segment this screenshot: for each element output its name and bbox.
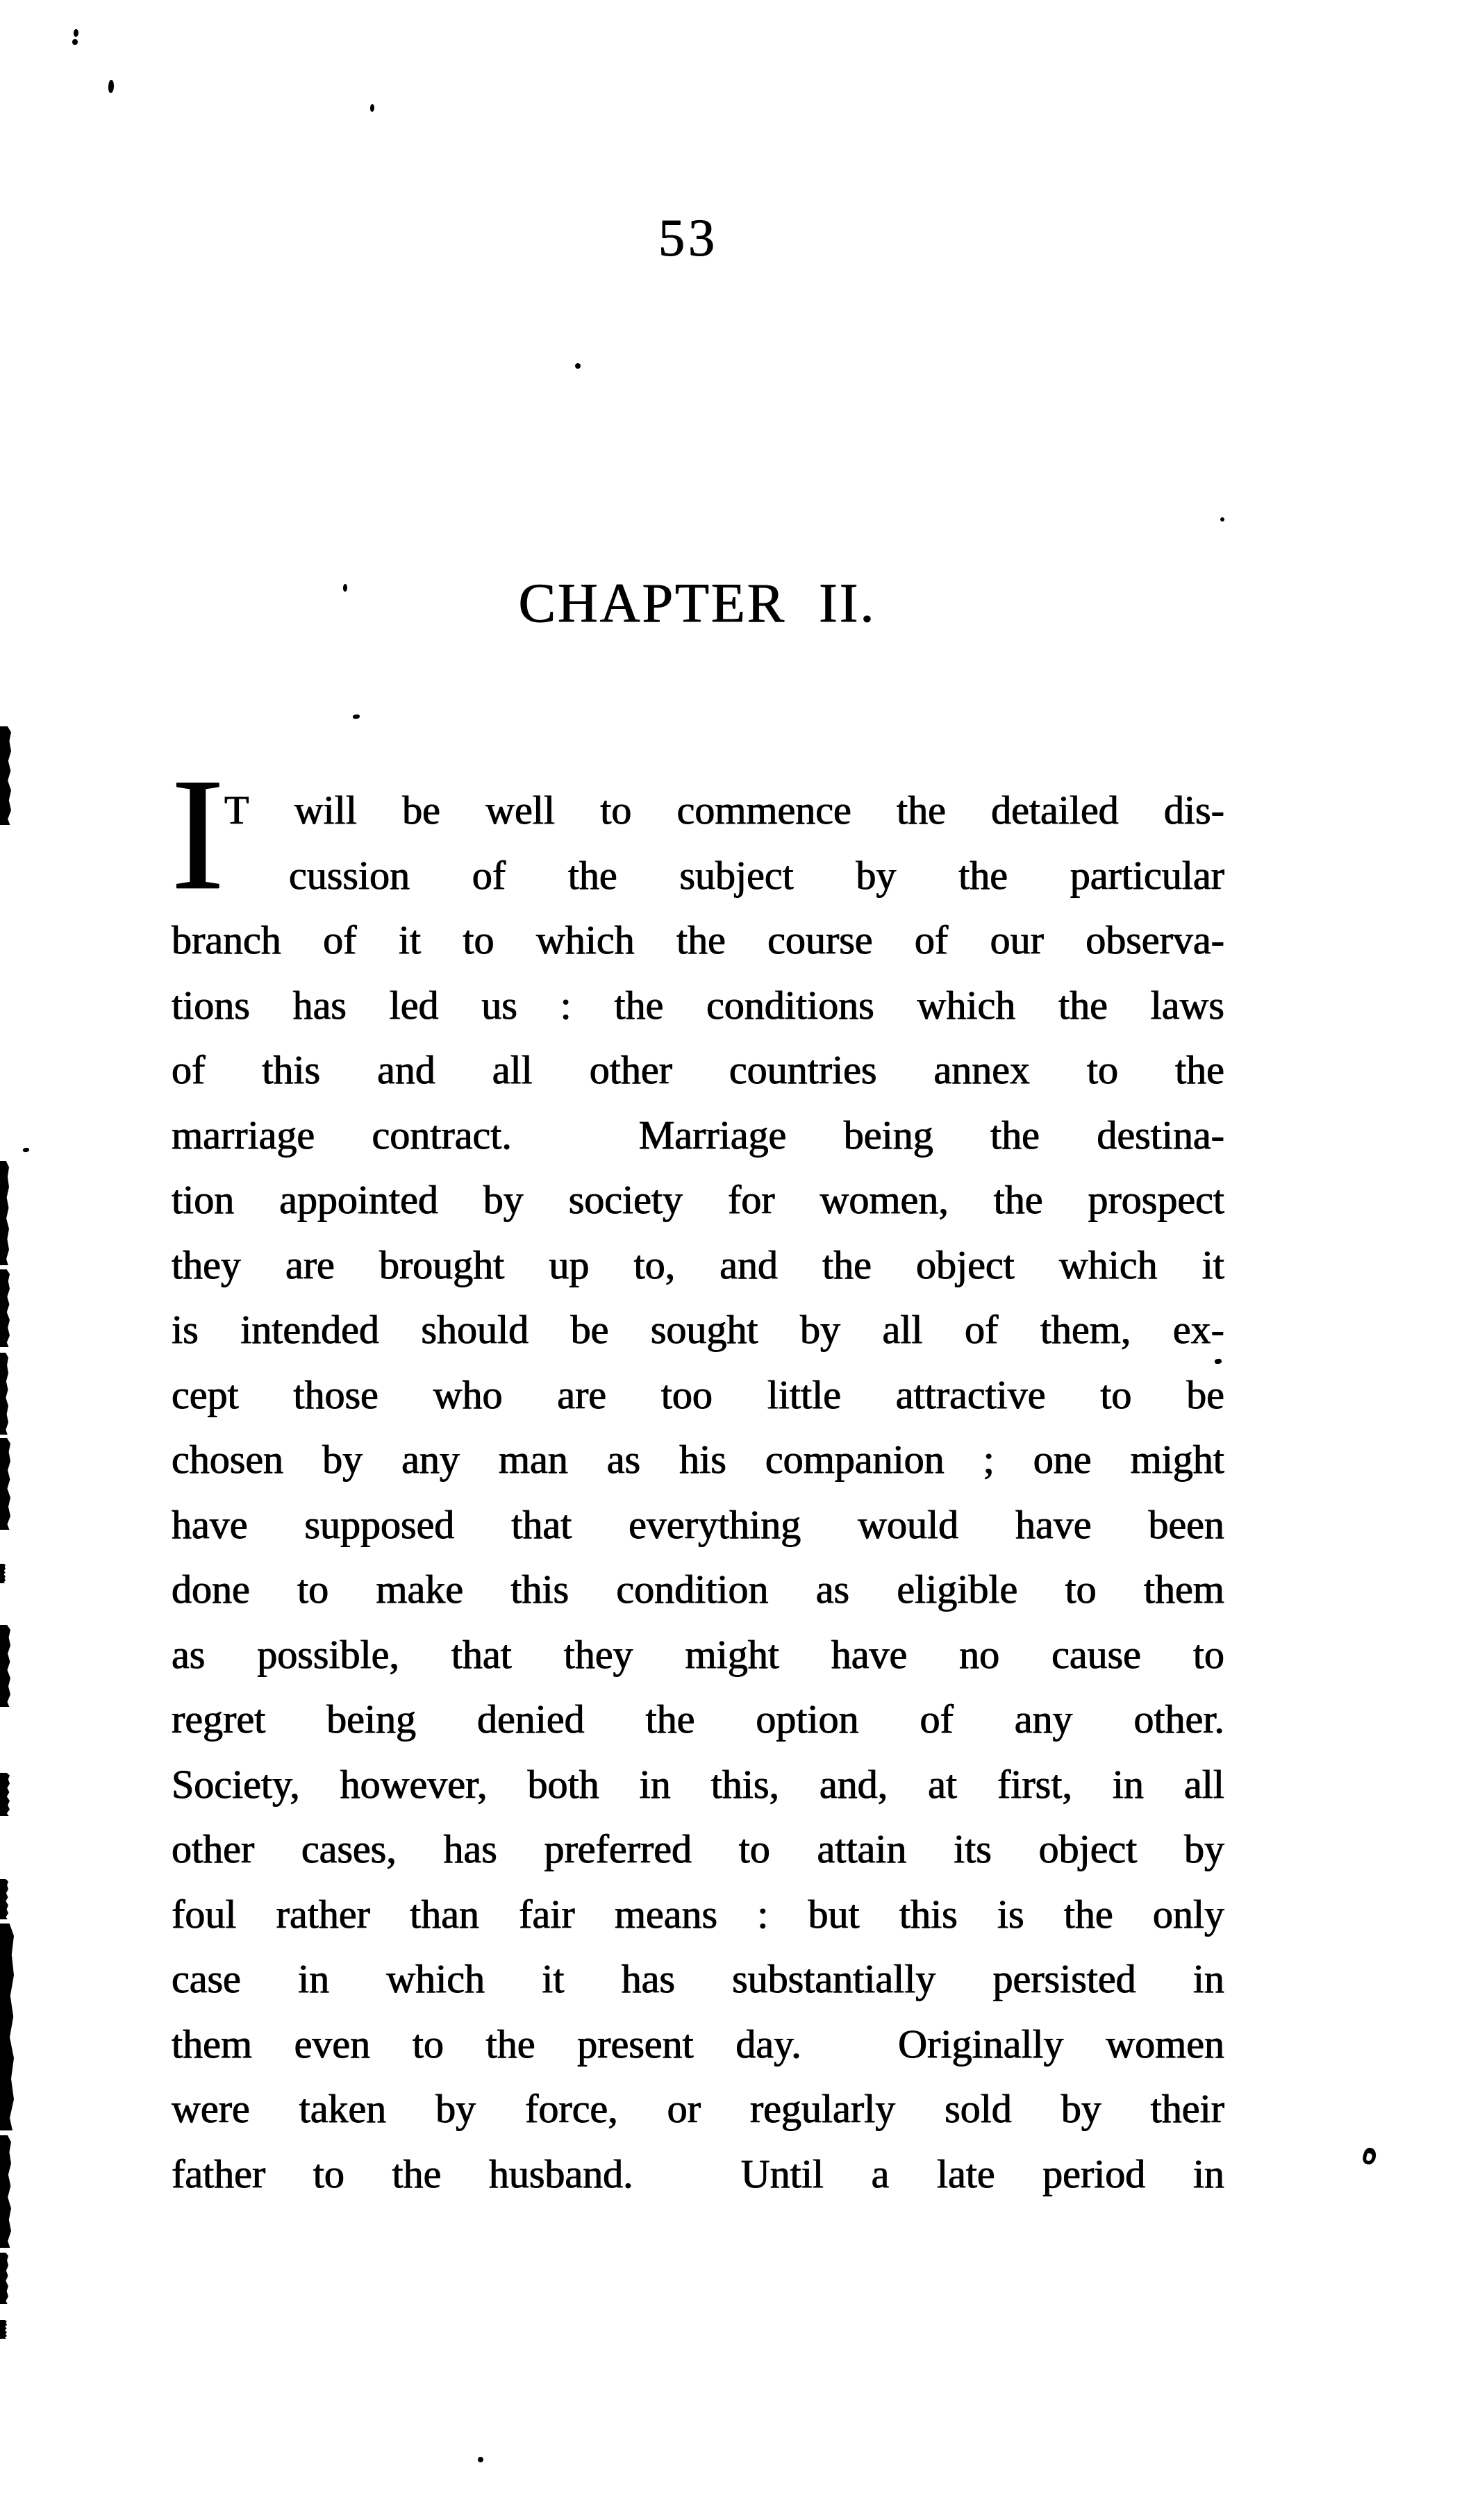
word: object [916, 1242, 1015, 1287]
word: object [1038, 1826, 1138, 1871]
speck-artifact [478, 2457, 483, 2462]
word: it [542, 1956, 565, 2001]
word: tions [172, 982, 250, 1028]
word: to [1192, 1631, 1224, 1677]
word: and [719, 1242, 778, 1287]
text-line [172, 1297, 1224, 1362]
word: Until [740, 2151, 824, 2196]
paragraph-lines [172, 778, 1224, 2206]
word: who [433, 1371, 503, 1417]
word: cept [172, 1371, 239, 1417]
ink-blob-artifact [0, 1564, 6, 1583]
word: those [293, 1371, 379, 1417]
text-line [172, 1103, 1224, 1168]
word: at [928, 1761, 957, 1807]
word: regularly [749, 2086, 896, 2131]
word: T [224, 787, 249, 833]
word: substantially [732, 1956, 936, 2001]
word: in [639, 1761, 671, 1807]
text-line [172, 1882, 1224, 1947]
speck-artifact [343, 584, 348, 592]
word: period [1042, 2151, 1146, 2196]
word: ; [983, 1437, 995, 1482]
word: possible, [257, 1631, 399, 1677]
word: taken [299, 2086, 387, 2131]
word: have [172, 1501, 248, 1547]
word: subject [679, 852, 794, 898]
word: it [1201, 1242, 1224, 1287]
word: women [1106, 2021, 1224, 2067]
word: of [172, 1047, 206, 1092]
word: the [392, 2151, 442, 2196]
text-line [172, 1167, 1224, 1233]
word: to [1065, 1567, 1097, 1612]
word: condition [616, 1567, 769, 1612]
word: too [660, 1371, 713, 1417]
word: particular [1070, 852, 1224, 898]
word: to [463, 917, 494, 962]
text-line [172, 2142, 1224, 2207]
ink-blob-artifact [0, 1161, 9, 1265]
text-line [172, 1037, 1224, 1103]
word: being [843, 1112, 933, 1158]
word: make [376, 1567, 464, 1612]
word: might [1130, 1437, 1224, 1482]
word: of [472, 852, 506, 898]
word: one [1033, 1437, 1092, 1482]
speck-artifact [108, 80, 114, 94]
word: than [410, 1891, 479, 1937]
text-line [172, 1946, 1224, 2012]
text-line [172, 1492, 1224, 1558]
word: late [936, 2151, 995, 2196]
word: cases, [301, 1826, 397, 1871]
word: chosen [172, 1437, 284, 1482]
word: be [570, 1307, 609, 1352]
word: they [172, 1242, 241, 1287]
word: means [614, 1891, 718, 1937]
word: is [997, 1891, 1024, 1937]
word: Society, [172, 1761, 300, 1807]
word: us [481, 982, 517, 1028]
word: its [954, 1826, 992, 1871]
word: the [990, 1112, 1040, 1158]
word: by [435, 2086, 476, 2131]
word: force, [525, 2086, 618, 2131]
word: by [856, 852, 897, 898]
page-number: 53 [658, 209, 718, 267]
ink-blob-artifact [0, 1353, 8, 1435]
word: been [1148, 1501, 1224, 1547]
word: to, [633, 1242, 676, 1287]
word: cussion [289, 852, 410, 898]
text-line [172, 1752, 1224, 1817]
word: all [1183, 1761, 1224, 1807]
word: destina- [1097, 1112, 1224, 1158]
ink-blob-artifact [0, 2135, 11, 2248]
word: the [676, 917, 726, 962]
word: that [511, 1501, 572, 1547]
word: marriage [172, 1112, 315, 1158]
word: might [685, 1631, 779, 1677]
word: the [822, 1242, 872, 1287]
word: man [498, 1437, 568, 1482]
word: but [808, 1891, 860, 1937]
word: them [1143, 1567, 1224, 1612]
word: observa- [1085, 917, 1224, 962]
word: case [172, 1956, 241, 2001]
word: tion [172, 1177, 235, 1222]
word: cause [1051, 1631, 1141, 1677]
word: course [767, 917, 873, 962]
ink-blob-artifact [0, 1625, 10, 1707]
word: their [1150, 2086, 1224, 2131]
word: detailed [991, 787, 1119, 833]
word: no [959, 1631, 1000, 1677]
text-line [172, 1427, 1224, 1492]
word: by [800, 1307, 841, 1352]
word: the [1175, 1047, 1224, 1092]
ink-blob-artifact [0, 2320, 7, 2339]
word: this [262, 1047, 321, 1092]
word: the [1063, 1891, 1113, 1937]
word: everything [629, 1501, 801, 1547]
word: of [323, 917, 357, 962]
word: have [831, 1631, 908, 1677]
word: option [756, 1696, 859, 1742]
text-line [172, 778, 1224, 843]
word: persisted [992, 1956, 1136, 2001]
word: and [377, 1047, 435, 1092]
word: to [600, 787, 632, 833]
word: appointed [279, 1177, 438, 1222]
word: countries [729, 1047, 877, 1092]
word: which [386, 1956, 485, 2001]
word: other. [1133, 1696, 1224, 1742]
word: rather [276, 1891, 370, 1937]
word: preferred [544, 1826, 692, 1871]
word: denied [476, 1696, 585, 1742]
text-line [172, 1622, 1224, 1687]
text-line [172, 908, 1224, 973]
word: branch [172, 917, 281, 962]
word: the [958, 852, 1008, 898]
word: fair [519, 1891, 575, 1937]
word: to [313, 2151, 344, 2196]
word: of [965, 1307, 999, 1352]
word: by [1060, 2086, 1101, 2131]
word: is [172, 1307, 199, 1352]
word: which [1058, 1242, 1158, 1287]
word: other [172, 1826, 255, 1871]
text-line [172, 843, 1224, 908]
word: dis- [1163, 787, 1224, 833]
word: them, [1040, 1307, 1131, 1352]
speck-artifact [575, 363, 581, 369]
word: ex- [1172, 1307, 1224, 1352]
word: the [1058, 982, 1108, 1028]
word: present [577, 2021, 694, 2067]
word: to [738, 1826, 770, 1871]
word: only [1152, 1891, 1224, 1937]
speck-artifact [353, 714, 360, 719]
speck-artifact [74, 29, 79, 37]
text-line [172, 2076, 1224, 2142]
text-line [172, 973, 1224, 1038]
word: to [1100, 1371, 1132, 1417]
word: be [1186, 1371, 1224, 1417]
word: Marriage [638, 1112, 787, 1158]
word: : [757, 1891, 769, 1937]
word: has [443, 1826, 497, 1871]
word: this [510, 1567, 569, 1612]
word: as [172, 1631, 206, 1677]
word: all [492, 1047, 533, 1092]
word: would [858, 1501, 959, 1547]
word: has [292, 982, 347, 1028]
word: are [557, 1371, 607, 1417]
word: to [412, 2021, 444, 2067]
word: even [294, 2021, 371, 2067]
word: any [401, 1437, 460, 1482]
word: conditions [706, 982, 874, 1028]
word: the [567, 852, 617, 898]
text-line [172, 2012, 1224, 2077]
ink-blob-artifact [0, 2253, 8, 2304]
word: the [485, 2021, 535, 2067]
ink-blob-artifact [0, 1879, 8, 1919]
word: in [1112, 1761, 1144, 1807]
word: this, [710, 1761, 779, 1807]
word: brought [379, 1242, 505, 1287]
word: should [421, 1307, 529, 1352]
word: this [899, 1891, 958, 1937]
word: has [621, 1956, 675, 2001]
word: however, [340, 1761, 488, 1807]
word: of [920, 1696, 954, 1742]
word: be [402, 787, 440, 833]
speck-artifact [1220, 517, 1224, 521]
word: husband. [488, 2151, 633, 2196]
word: the [897, 787, 946, 833]
word: regret [172, 1696, 266, 1742]
word: all [882, 1307, 923, 1352]
ink-blob-artifact [0, 1924, 14, 2130]
word: them [172, 2021, 252, 2067]
speck-artifact [72, 39, 78, 45]
text-line [172, 1687, 1224, 1752]
word: his [679, 1437, 726, 1482]
word: it [398, 917, 422, 962]
word: are [285, 1242, 335, 1287]
word: the [645, 1696, 695, 1742]
word: which [535, 917, 635, 962]
word: that [451, 1631, 512, 1677]
word: our [990, 917, 1044, 962]
word: were [172, 2086, 250, 2131]
word: done [172, 1567, 250, 1612]
word: being [326, 1696, 417, 1742]
word: as [815, 1567, 850, 1612]
ink-blob-artifact [0, 1438, 10, 1530]
word: or [667, 2086, 701, 2131]
word: first, [997, 1761, 1072, 1807]
word: for [727, 1177, 775, 1222]
chapter-heading: CHAPTER II. [518, 573, 876, 634]
word: companion [765, 1437, 945, 1482]
word: attractive [895, 1371, 1046, 1417]
word: of [914, 917, 949, 962]
word: other [589, 1047, 672, 1092]
word: supposed [304, 1501, 455, 1547]
word: the [993, 1177, 1043, 1222]
word: in [1192, 2151, 1224, 2196]
word: to [1086, 1047, 1119, 1092]
word: led [389, 982, 439, 1028]
word: foul [172, 1891, 237, 1937]
ink-blob-artifact [0, 1269, 10, 1347]
word: any [1014, 1696, 1073, 1742]
word: have [1015, 1501, 1092, 1547]
word: commence [676, 787, 851, 833]
word: sought [650, 1307, 758, 1352]
word: the [614, 982, 664, 1028]
word: to [297, 1567, 329, 1612]
word: prospect [1088, 1177, 1224, 1222]
word: up [549, 1242, 590, 1287]
word: little [767, 1371, 842, 1417]
word: in [297, 1956, 330, 2001]
speck-artifact [370, 104, 375, 112]
word: as [606, 1437, 641, 1482]
text-line [172, 1557, 1224, 1622]
speck-artifact [1361, 2146, 1377, 2166]
word: contract. [372, 1112, 512, 1158]
word: which [917, 982, 1016, 1028]
speck-artifact [23, 1147, 30, 1152]
text-line [172, 1817, 1224, 1882]
word: attain [817, 1826, 907, 1871]
ink-blob-artifact [0, 726, 11, 825]
word: eligible [897, 1567, 1018, 1612]
word: Originally [898, 2021, 1064, 2067]
word: they [563, 1631, 633, 1677]
word: will [294, 787, 357, 833]
ink-blob-artifact [0, 1773, 10, 1816]
word: women, [820, 1177, 949, 1222]
word: by [322, 1437, 363, 1482]
drop-cap: I [171, 745, 225, 924]
word: laws [1150, 982, 1224, 1028]
text-line [172, 1362, 1224, 1428]
word: in [1192, 1956, 1224, 2001]
word: sold [945, 2086, 1012, 2131]
word: day. [735, 2021, 801, 2067]
word: a [871, 2151, 890, 2196]
word: intended [240, 1307, 379, 1352]
word: and, [819, 1761, 888, 1807]
word: : [560, 982, 572, 1028]
word: by [483, 1177, 524, 1222]
word: society [568, 1177, 683, 1222]
word: by [1184, 1826, 1224, 1871]
word: annex [933, 1047, 1030, 1092]
word: father [172, 2151, 266, 2196]
text-line [172, 1233, 1224, 1298]
word: well [485, 787, 555, 833]
word: both [527, 1761, 599, 1807]
